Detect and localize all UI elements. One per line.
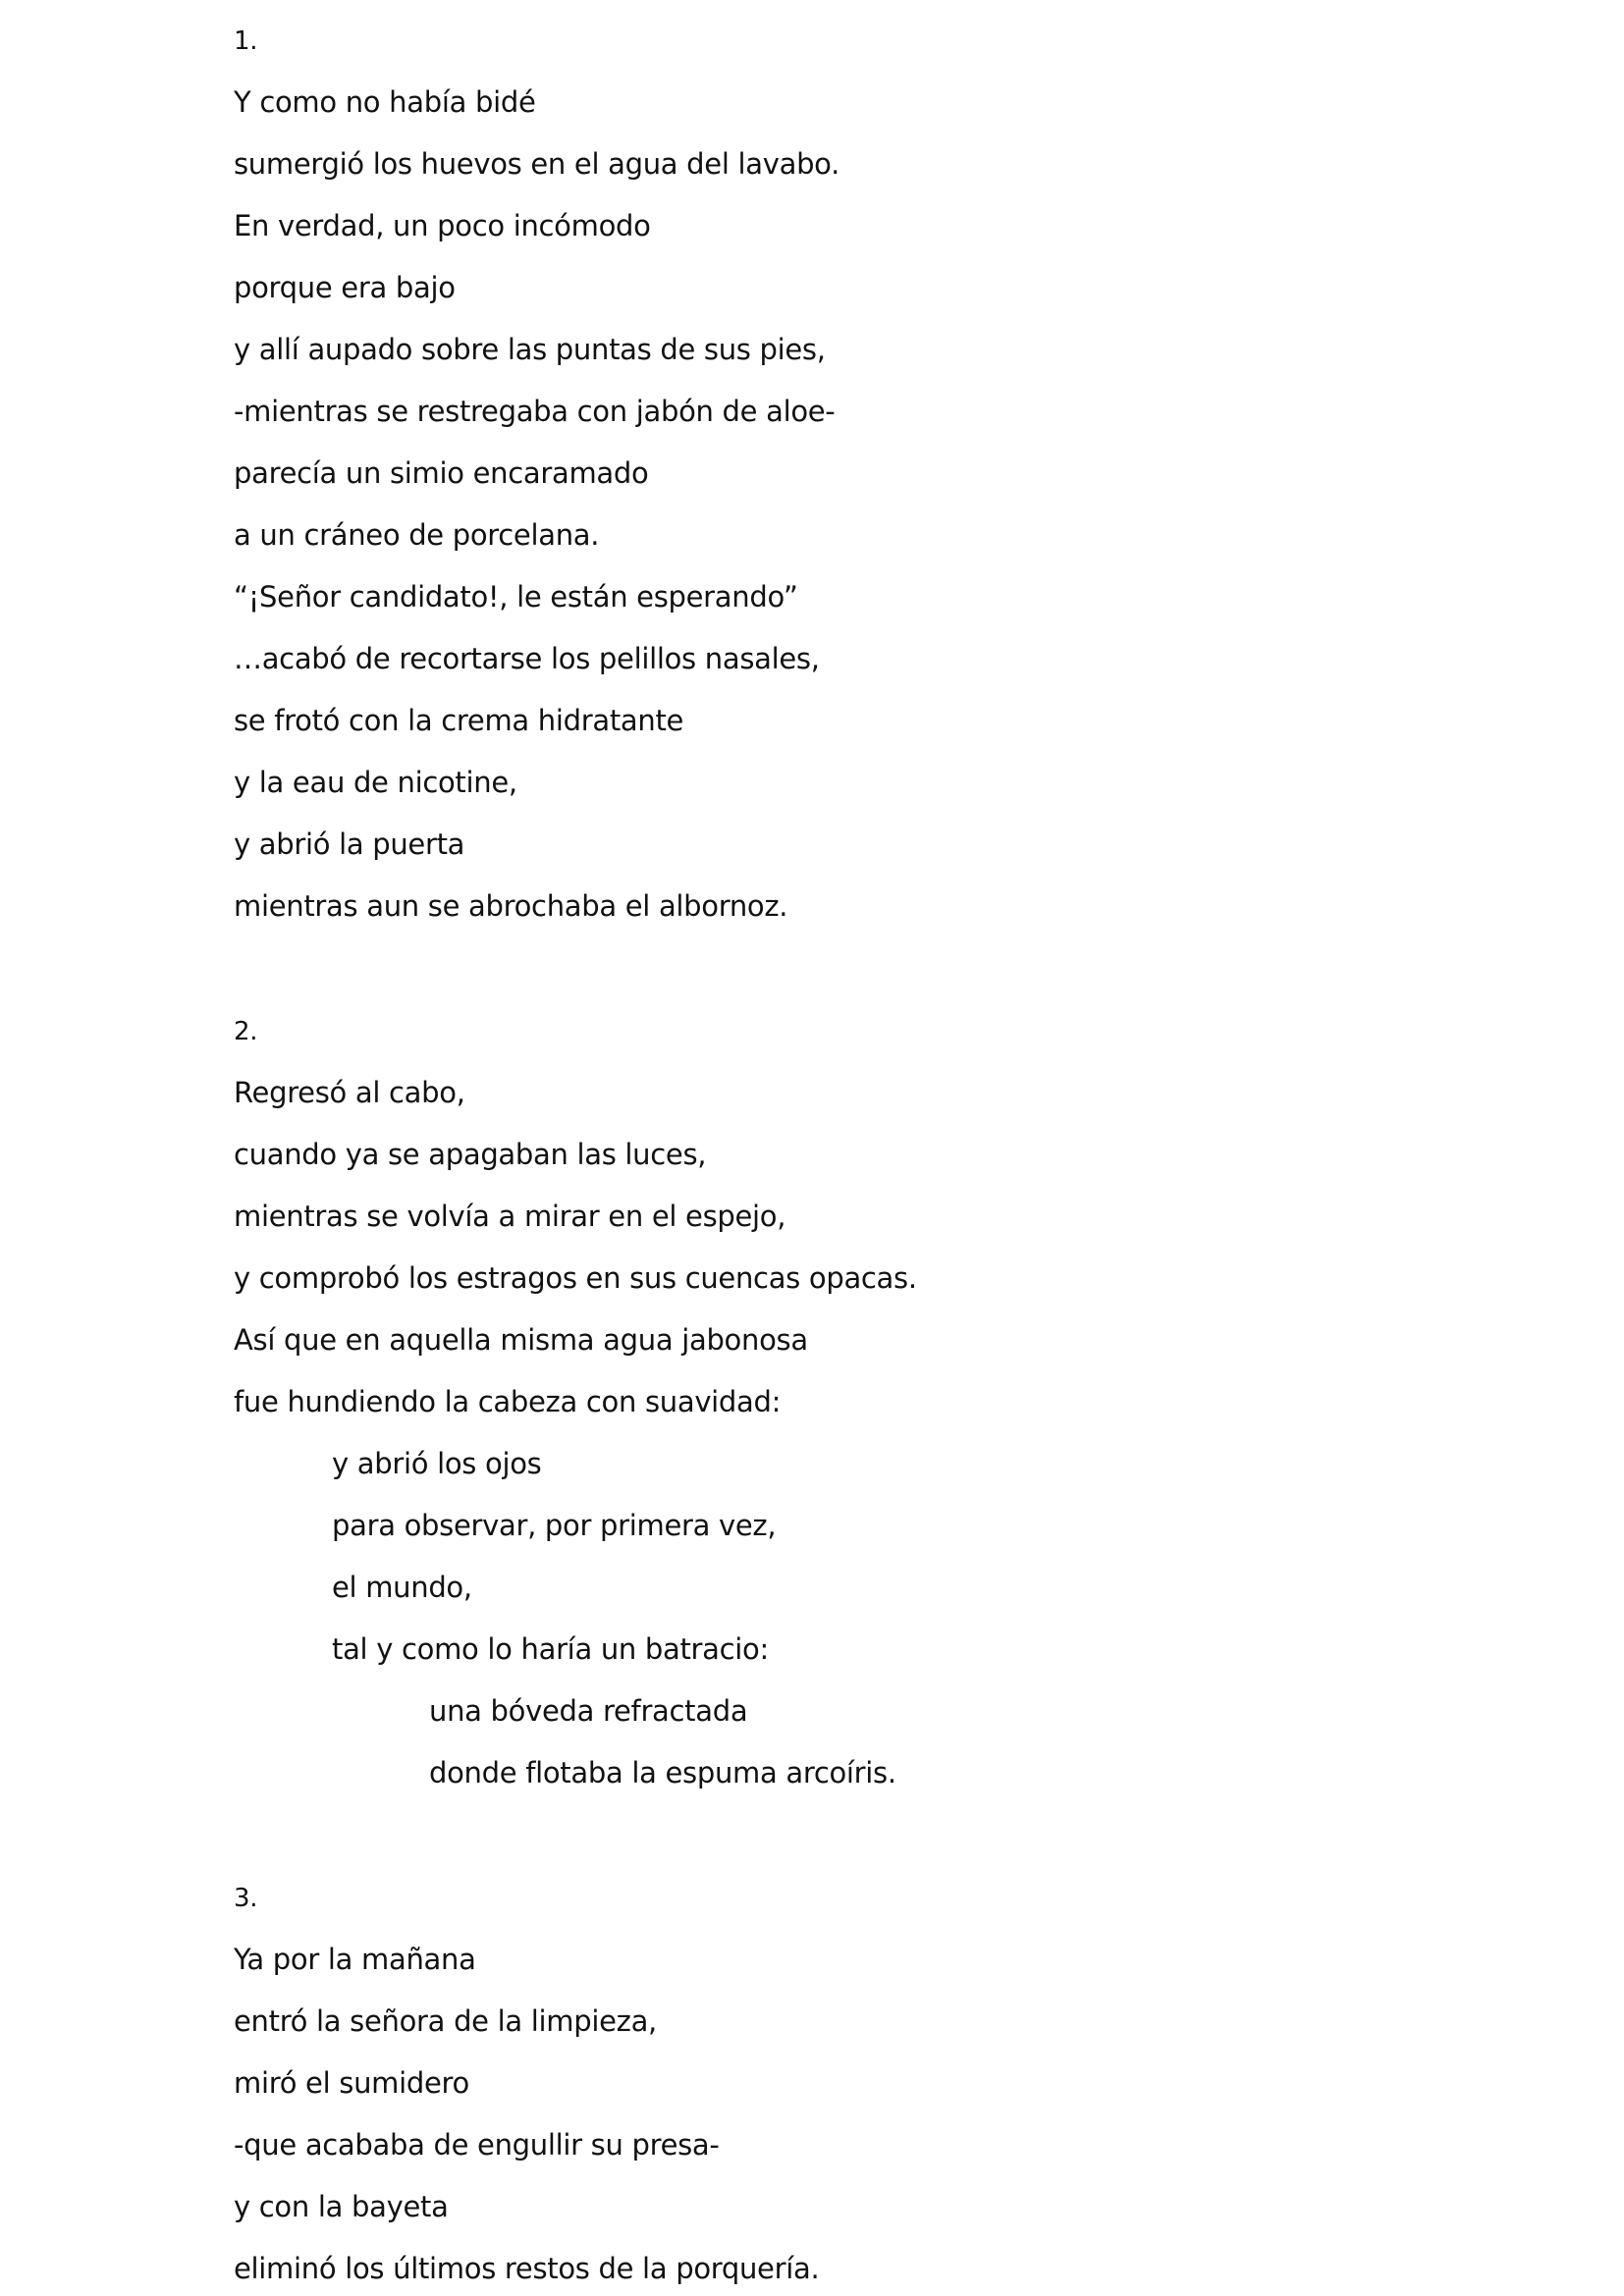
stanza-3-line-5: y con la bayeta xyxy=(234,2190,449,2223)
stanza-1-line-5: y allí aupado sobre las puntas de sus pies, xyxy=(234,333,826,366)
stanza-2-number: 2. xyxy=(234,1017,258,1046)
stanza-2-line-7: y abrió los ojos xyxy=(332,1447,542,1480)
stanza-2-line-12: donde flotaba la espuma arcoíris. xyxy=(429,1756,896,1789)
stanza-2-line-3: mientras se volvía a mirar en el espejo, xyxy=(234,1200,786,1233)
stanza-3-line-6: eliminó los últimos restos de la porquería. xyxy=(234,2252,820,2285)
stanza-3-line-2: entró la señora de la limpieza, xyxy=(234,2004,657,2038)
stanza-1-line-4: porque era bajo xyxy=(234,271,456,304)
stanza-2-line-10: tal y como lo haría un batracio: xyxy=(332,1632,769,1666)
stanza-2-line-1: Regresó al cabo, xyxy=(234,1076,465,1109)
stanza-2-line-6: fue hundiendo la cabeza con suavidad: xyxy=(234,1385,782,1418)
stanza-1-line-11: se frotó con la crema hidratante xyxy=(234,704,684,737)
stanza-3-line-4: -que acababa de engullir su presa- xyxy=(234,2128,720,2162)
stanza-3-line-1: Ya por la mañana xyxy=(234,1943,476,1976)
stanza-3-line-3: miró el sumidero xyxy=(234,2066,469,2100)
stanza-1-line-3: En verdad, un poco incómodo xyxy=(234,209,651,242)
stanza-1-line-2: sumergió los huevos en el agua del lavabo. xyxy=(234,147,840,181)
stanza-1-line-6: -mientras se restregaba con jabón de aloe- xyxy=(234,395,836,428)
stanza-1-number: 1. xyxy=(234,27,258,56)
stanza-1-line-9: “¡Señor candidato!, le están esperando” xyxy=(234,580,798,614)
stanza-1-line-13: y abrió la puerta xyxy=(234,828,465,861)
stanza-1-line-10: …acabó de recortarse los pelillos nasales, xyxy=(234,642,820,675)
stanza-2-line-5: Así que en aquella misma agua jabonosa xyxy=(234,1323,808,1357)
stanza-1-line-1: Y como no había bidé xyxy=(234,85,536,119)
stanza-2-line-8: para observar, por primera vez, xyxy=(332,1509,777,1542)
stanza-2-line-9: el mundo, xyxy=(332,1571,472,1604)
stanza-1-line-12: y la eau de nicotine, xyxy=(234,766,517,799)
stanza-1-line-8: a un cráneo de porcelana. xyxy=(234,518,600,552)
stanza-2-line-2: cuando ya se apagaban las luces, xyxy=(234,1138,707,1171)
stanza-2-line-11: una bóveda refractada xyxy=(429,1694,748,1728)
stanza-3-number: 3. xyxy=(234,1884,258,1913)
stanza-1-line-7: parecía un simio encaramado xyxy=(234,456,649,490)
stanza-1-line-14: mientras aun se abrochaba el albornoz. xyxy=(234,889,788,923)
stanza-2-line-4: y comprobó los estragos en sus cuencas opacas. xyxy=(234,1261,917,1295)
